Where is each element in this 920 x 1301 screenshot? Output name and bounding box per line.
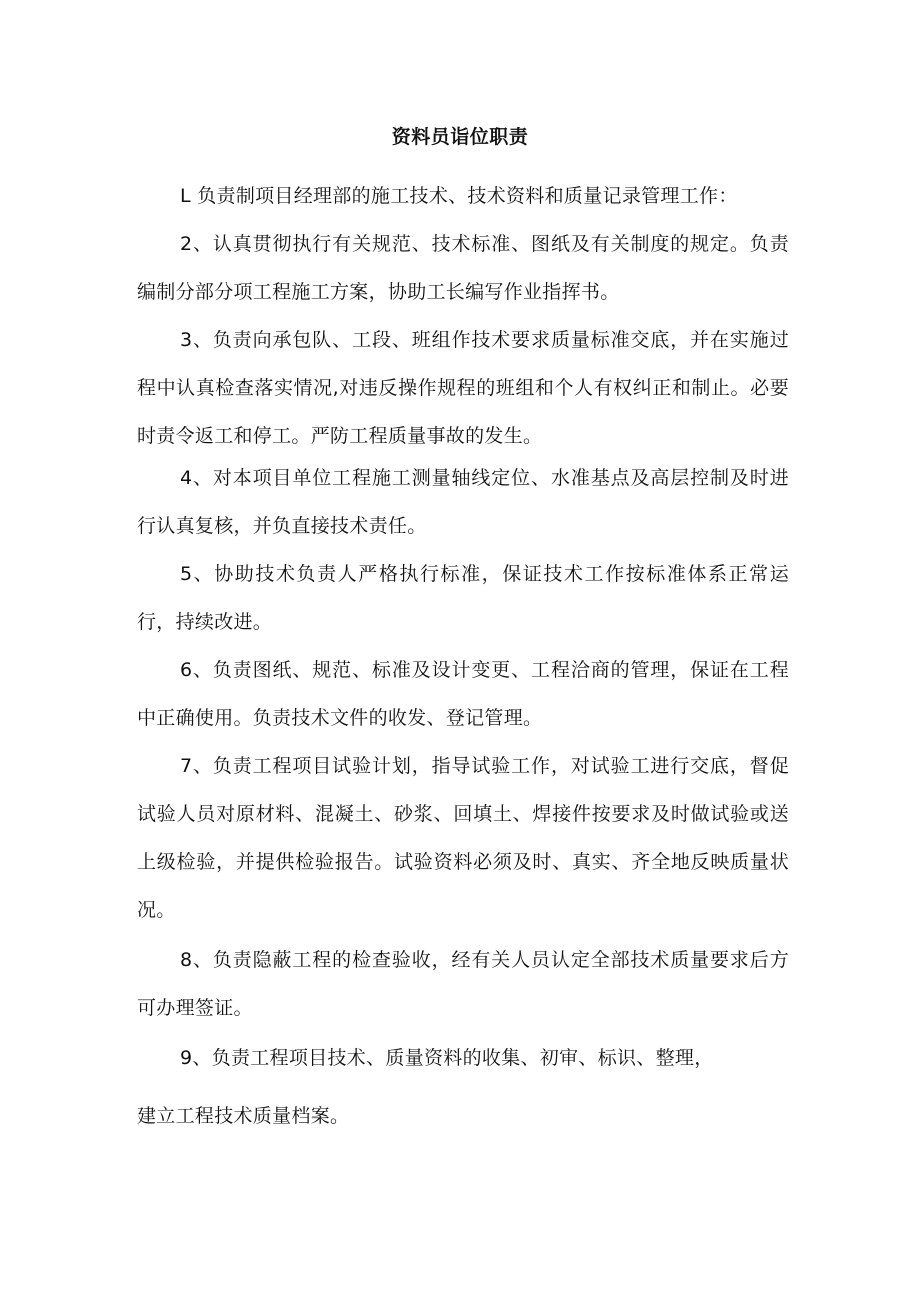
paragraph-7: 7、负责工程项目试验计划，指导试验工作，对试验工进行交底，督促试验人员对原材料、混凝土、砂浆、回填土、焊接件按要求及时做试验或送上级检验，并提供检验报告。试验资料必须及时、真实、齐全地反映质量状况。 xyxy=(137,755,789,921)
paragraph-10: 建立工程技术质量档案。 xyxy=(137,1105,350,1127)
paragraph-8: 8、负责隐蔽工程的检查验收，经有关人员认定全部技术质量要求后方可办理签证。 xyxy=(137,949,789,1019)
paragraph-4: 4、对本项目单位工程施工测量轴线定位、水准基点及高层控制及时进行认真复核，并负直接技术责任。 xyxy=(137,467,789,537)
paragraph-3: 3、负责向承包队、工段、班组作技术要求质量标准交底，并在实施过程中认真检查落实情况,对违反操作规程的班组和个人有权纠正和制止。必要时责令返工和停工。严防工程质量事故的发生。 xyxy=(137,329,789,447)
paragraph-9: 9、负责工程项目技术、质量资料的收集、初审、标识、整理， xyxy=(180,1047,714,1069)
paragraph-6: 6、负责图纸、规范、标准及设计变更、工程洽商的管理，保证在工程中正确使用。负责技术文件的收发、登记管理。 xyxy=(137,659,789,729)
document-title: 资料员诣位职责 xyxy=(391,126,529,148)
paragraph-5: 5、协助技术负责人严格执行标准，保证技术工作按标准体系正常运行，持续改进。 xyxy=(137,563,789,633)
paragraph-1: L 负责制项目经理部的施工技术、技术资料和质量记录管理工作： xyxy=(180,185,738,207)
paragraph-2: 2、认真贯彻执行有关规范、技术标准、图纸及有关制度的规定。负责编制分部分项工程施工方案，协助工长编写作业指挥书。 xyxy=(137,233,789,303)
